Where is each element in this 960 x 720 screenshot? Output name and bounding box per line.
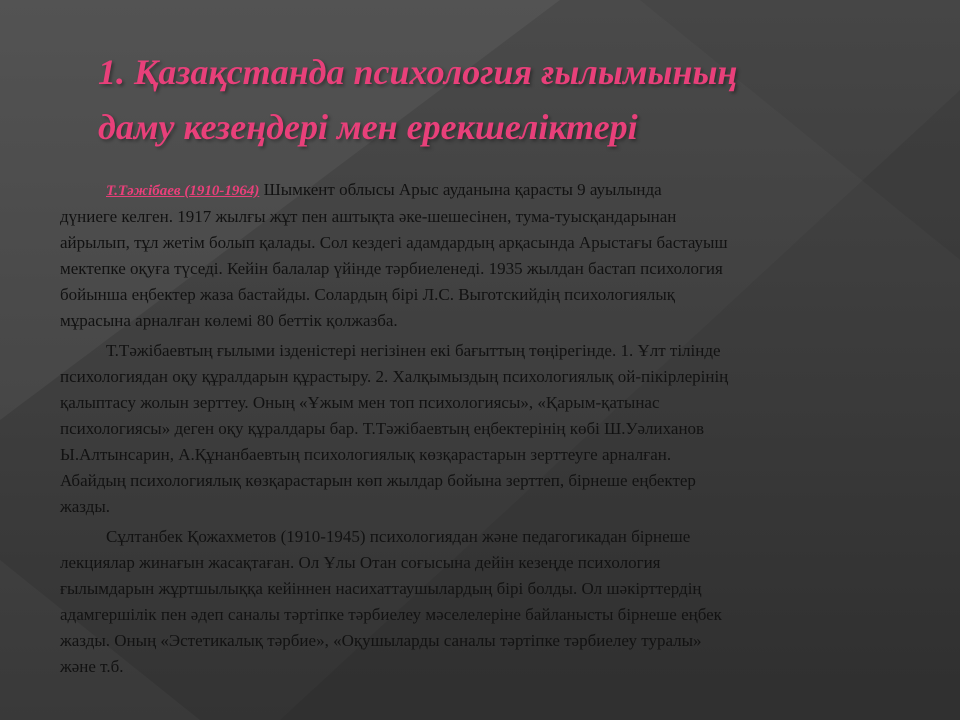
text-line: психологиясы» деген оқу құралдары бар. Т.Тәжібаевтың еңбектерінің көбі Ш.Уәлиханов <box>60 419 705 438</box>
text-line: жазды. Оның «Эстетикалық тәрбие», «Оқушыларды саналы тәртіпке тәрбиелеу туралы» <box>60 631 702 650</box>
text-line: Абайдың психологиялық көзқарастарын көп жылдар бойына зерттеп, бірнеше еңбектер <box>60 471 696 490</box>
paragraph-tazhibaev-research <box>60 338 900 520</box>
text-line: айрылып, тұл жетім болып қалады. Сол кездегі адамдардың арқасында Арыстағы бастауыш <box>60 233 728 252</box>
slide-body <box>60 177 900 680</box>
text-line: адамгершілік пен әдеп саналы тәртіпке тәрбиелеу мәселелеріне байланысты бірнеше еңбек <box>60 605 722 624</box>
title-line-1: 1. Қазақстанда психология ғылымының <box>98 52 738 92</box>
text-line: психологиядан оқу құралдарын құрастыру. 2. Халқымыздың психологиялық ой-пікірлерінің <box>60 367 729 386</box>
text-line: ғылымдарын жұртшылыққа кейіннен насихаттаушылардың бірі болды. Ол шәкірттердің <box>60 579 702 598</box>
text-line: мұрасына арналған көлемі 80 беттік қолжазба. <box>60 311 398 330</box>
text-line: дүниеге келген. 1917 жылғы жұт пен аштықта әке-шешесінен, тума-туысқандарынан <box>60 207 677 226</box>
text-line: Ы.Алтынсарин, А.Құнанбаевтың психологиялық көзқарастарын зерттеуге арналған. <box>60 445 672 464</box>
text-line: жазды. <box>60 497 111 516</box>
text-line: лекциялар жинағын жасақтаған. Ол Ұлы Отан соғысына дейін кезеңде психология <box>60 553 661 572</box>
paragraph-kozhakhmetov <box>60 524 900 680</box>
text-line: және т.б. <box>60 657 124 676</box>
highlighted-name: Т.Тәжібаев (1910-1964) <box>106 183 260 199</box>
text-line-rest: Шымкент облысы Арыс ауданына қарасты 9 ауылында <box>259 180 662 199</box>
text-line: Т.Тәжібаевтың ғылыми ізденістері негізінен екі бағыттың төңірегінде. 1. Ұлт тілінде <box>106 341 721 360</box>
text-line: Сұлтанбек Қожахметов (1910-1945) психологиядан және педагогикадан бірнеше <box>106 527 691 546</box>
text-line: бойынша еңбектер жаза бастайды. Солардың бірі Л.С. Выготскийдің психологиялық <box>60 285 676 304</box>
text-line <box>60 177 900 204</box>
title-line-2: даму кезеңдері мен ерекшеліктері <box>98 107 638 147</box>
paragraph-tazhibaev-bio <box>60 177 900 334</box>
text-line: қалыптасу жолын зерттеу. Оның «Ұжым мен топ психологиясы», «Қарым-қатынас <box>60 393 660 412</box>
slide-title <box>98 45 918 155</box>
text-line: мектепке оқуға түседі. Кейін балалар үйінде тәрбиеленеді. 1935 жылдан бастап психология <box>60 259 723 278</box>
